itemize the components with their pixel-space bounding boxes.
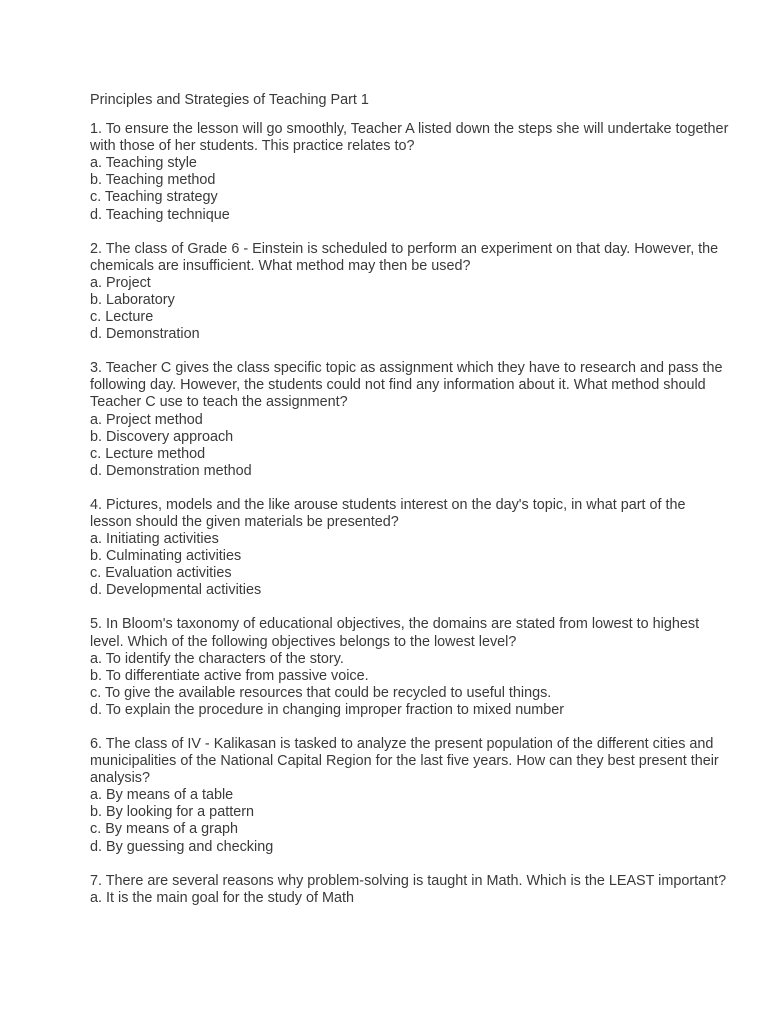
answer-option: d. To explain the procedure in changing improper fraction to mixed number: [90, 701, 565, 718]
answer-option: d. Demonstration method: [90, 462, 252, 479]
answer-option: a. By means of a table: [90, 787, 234, 804]
question-4: [90, 497, 730, 600]
question-text: 7. There are several reasons why problem-solving is taught in Math. Which is the LEAST important?: [90, 872, 727, 889]
answer-option: d. Demonstration: [90, 326, 200, 343]
question-7: [90, 873, 730, 907]
answer-option: a. Teaching style: [90, 155, 197, 172]
question-6: [90, 736, 730, 856]
answer-option: c. Lecture: [90, 309, 154, 326]
answer-option: d. By guessing and checking: [90, 838, 274, 855]
answer-option: c. Lecture method: [90, 445, 206, 462]
answer-option: d. Developmental activities: [90, 582, 262, 599]
answer-option: b. To differentiate active from passive voice.: [90, 667, 369, 684]
question-text: 6. The class of IV - Kalikasan is tasked to analyze the present population of the different cities and municipalities of the National Capital Region for the last five years. How can they best present their analysis?: [90, 736, 719, 787]
question-5: [90, 616, 730, 719]
answer-option: b. By looking for a pattern: [90, 804, 254, 821]
answer-option: a. Project: [90, 274, 151, 291]
document-title: Principles and Strategies of Teaching Part 1: [90, 92, 369, 108]
question-text: 4. Pictures, models and the like arouse students interest on the day's topic, in what part of the lesson should the given materials be presented?: [90, 496, 686, 530]
answer-option: a. To identify the characters of the story.: [90, 650, 344, 667]
answer-option: b. Culminating activities: [90, 548, 242, 565]
question-text: 3. Teacher C gives the class specific topic as assignment which they have to research and pass the following day. However, the students could not find any information about it. What method should Teacher C use to teach the assignment?: [90, 360, 723, 411]
question-text: 1. To ensure the lesson will go smoothly, Teacher A listed down the steps she will undertake together with those of her students. This practice relates to?: [90, 121, 729, 155]
question-3: [90, 360, 730, 480]
answer-option: c. Teaching strategy: [90, 189, 218, 206]
question-1: [90, 121, 730, 224]
answer-option: b. Discovery approach: [90, 428, 234, 445]
answer-option: c. By means of a graph: [90, 821, 238, 838]
answer-option: b. Teaching method: [90, 172, 216, 189]
question-text: 5. In Bloom's taxonomy of educational objectives, the domains are stated from lowest to highest level. Which of the following objectives belongs to the lowest level?: [90, 616, 700, 650]
answer-option: d. Teaching technique: [90, 206, 230, 223]
answer-option: b. Laboratory: [90, 291, 175, 308]
answer-option: a. Initiating activities: [90, 531, 219, 548]
answer-option: a. Project method: [90, 411, 203, 428]
question-2: [90, 241, 730, 344]
question-text: 2. The class of Grade 6 - Einstein is scheduled to perform an experiment on that day. However, the chemicals are insufficient. What method may then be used?: [90, 240, 719, 274]
document-page: [90, 92, 730, 924]
answer-option: c. Evaluation activities: [90, 565, 232, 582]
answer-option: a. It is the main goal for the study of Math: [90, 889, 354, 906]
answer-option: c. To give the available resources that could be recycled to useful things.: [90, 684, 552, 701]
